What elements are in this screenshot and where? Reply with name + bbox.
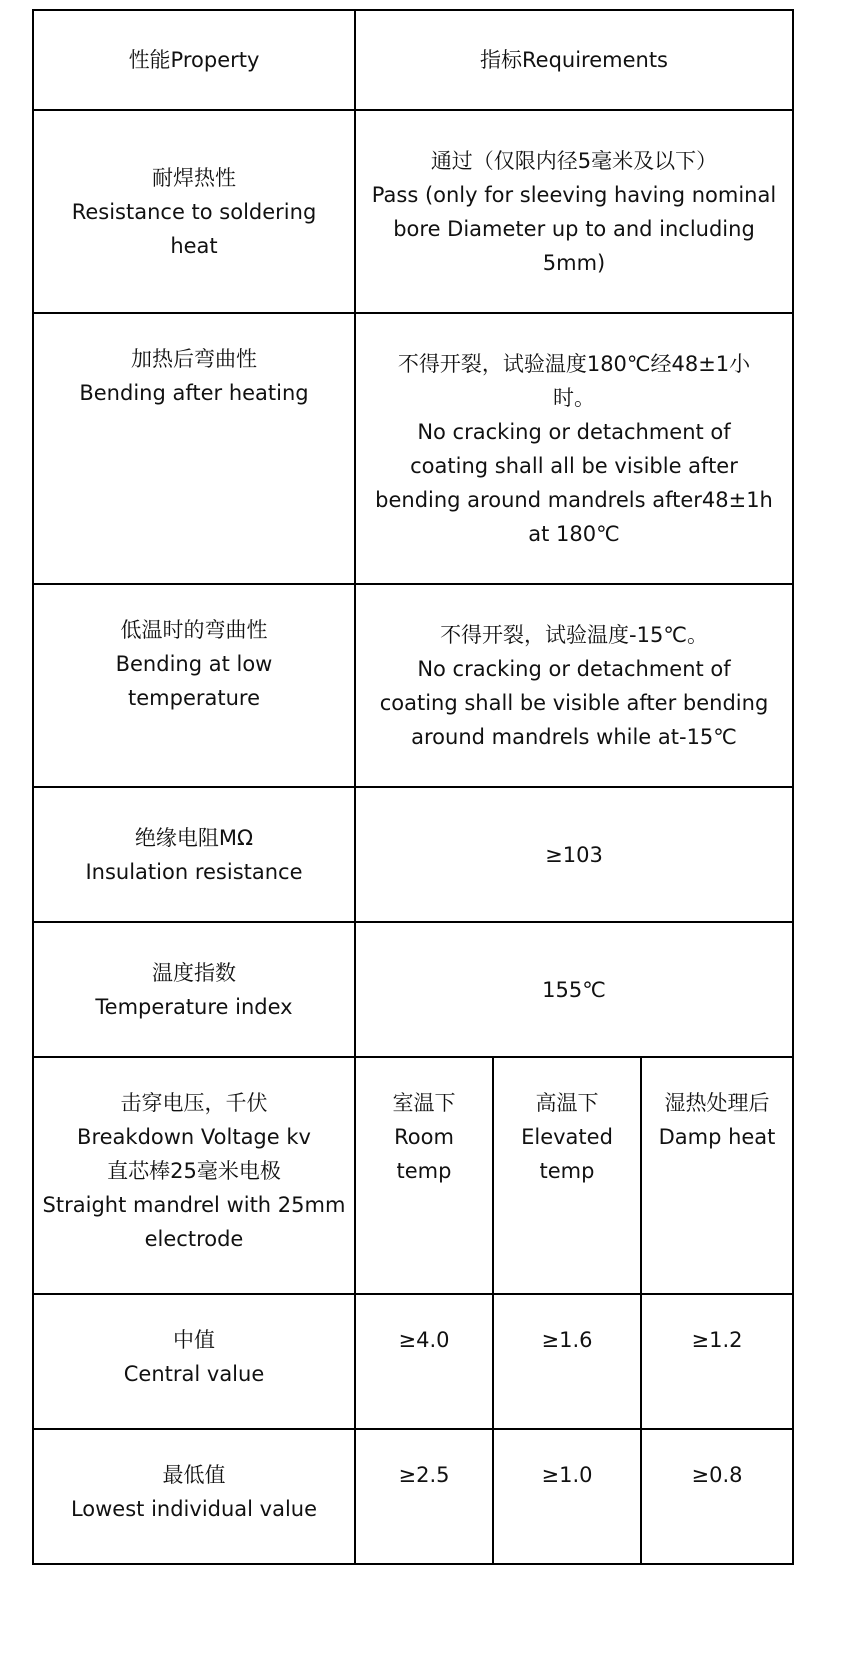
requirement-cell: 不得开裂，试验温度180℃经48±1小 时。 No cracking or detachment of coating shall all be visible after bending around mandrels after48±1h at 180℃ <box>355 313 793 584</box>
requirement-cell: ≥103 <box>355 787 793 922</box>
requirement-cell: 155℃ <box>355 922 793 1057</box>
value-cell: ≥4.0 <box>355 1294 493 1429</box>
header-property: 性能Property <box>33 10 355 110</box>
column-header-room-temp: 室温下 Room temp <box>355 1057 493 1294</box>
value-cell: ≥1.6 <box>493 1294 641 1429</box>
value-cell: ≥1.0 <box>493 1429 641 1564</box>
property-cell: 绝缘电阻MΩ Insulation resistance <box>33 787 355 922</box>
requirement-cell: 不得开裂，试验温度-15℃。 No cracking or detachment of coating shall be visible after bending around mandrels while at-15℃ <box>355 584 793 787</box>
column-header-damp-heat: 湿热处理后 Damp heat <box>641 1057 793 1294</box>
property-cell: 加热后弯曲性 Bending after heating <box>33 313 355 584</box>
header-row <box>33 10 793 110</box>
table-row-bending-low <box>33 584 793 787</box>
table-row-central-value <box>33 1294 793 1429</box>
column-header-elevated-temp: 高温下 Elevated temp <box>493 1057 641 1294</box>
table-row-bending-heat <box>33 313 793 584</box>
spec-table <box>32 9 794 1565</box>
table-row-soldering <box>33 110 793 313</box>
property-cell: 温度指数 Temperature index <box>33 922 355 1057</box>
requirement-cell: 通过（仅限内径5毫米及以下） Pass (only for sleeving having nominal bore Diameter up to and including 5mm) <box>355 110 793 313</box>
value-cell: ≥2.5 <box>355 1429 493 1564</box>
table-row-lowest-value <box>33 1429 793 1564</box>
table-row-temperature-index <box>33 922 793 1057</box>
header-requirements: 指标Requirements <box>355 10 793 110</box>
value-cell: ≥0.8 <box>641 1429 793 1564</box>
table-row-insulation <box>33 787 793 922</box>
property-cell: 最低值 Lowest individual value <box>33 1429 355 1564</box>
property-cell: 击穿电压，千伏 Breakdown Voltage kv 直芯棒25毫米电极 Straight mandrel with 25mm electrode <box>33 1057 355 1294</box>
property-cell: 低温时的弯曲性 Bending at low temperature <box>33 584 355 787</box>
table-row-breakdown <box>33 1057 793 1294</box>
value-cell: ≥1.2 <box>641 1294 793 1429</box>
property-cell: 耐焊热性 Resistance to soldering heat <box>33 110 355 313</box>
property-cell: 中值 Central value <box>33 1294 355 1429</box>
